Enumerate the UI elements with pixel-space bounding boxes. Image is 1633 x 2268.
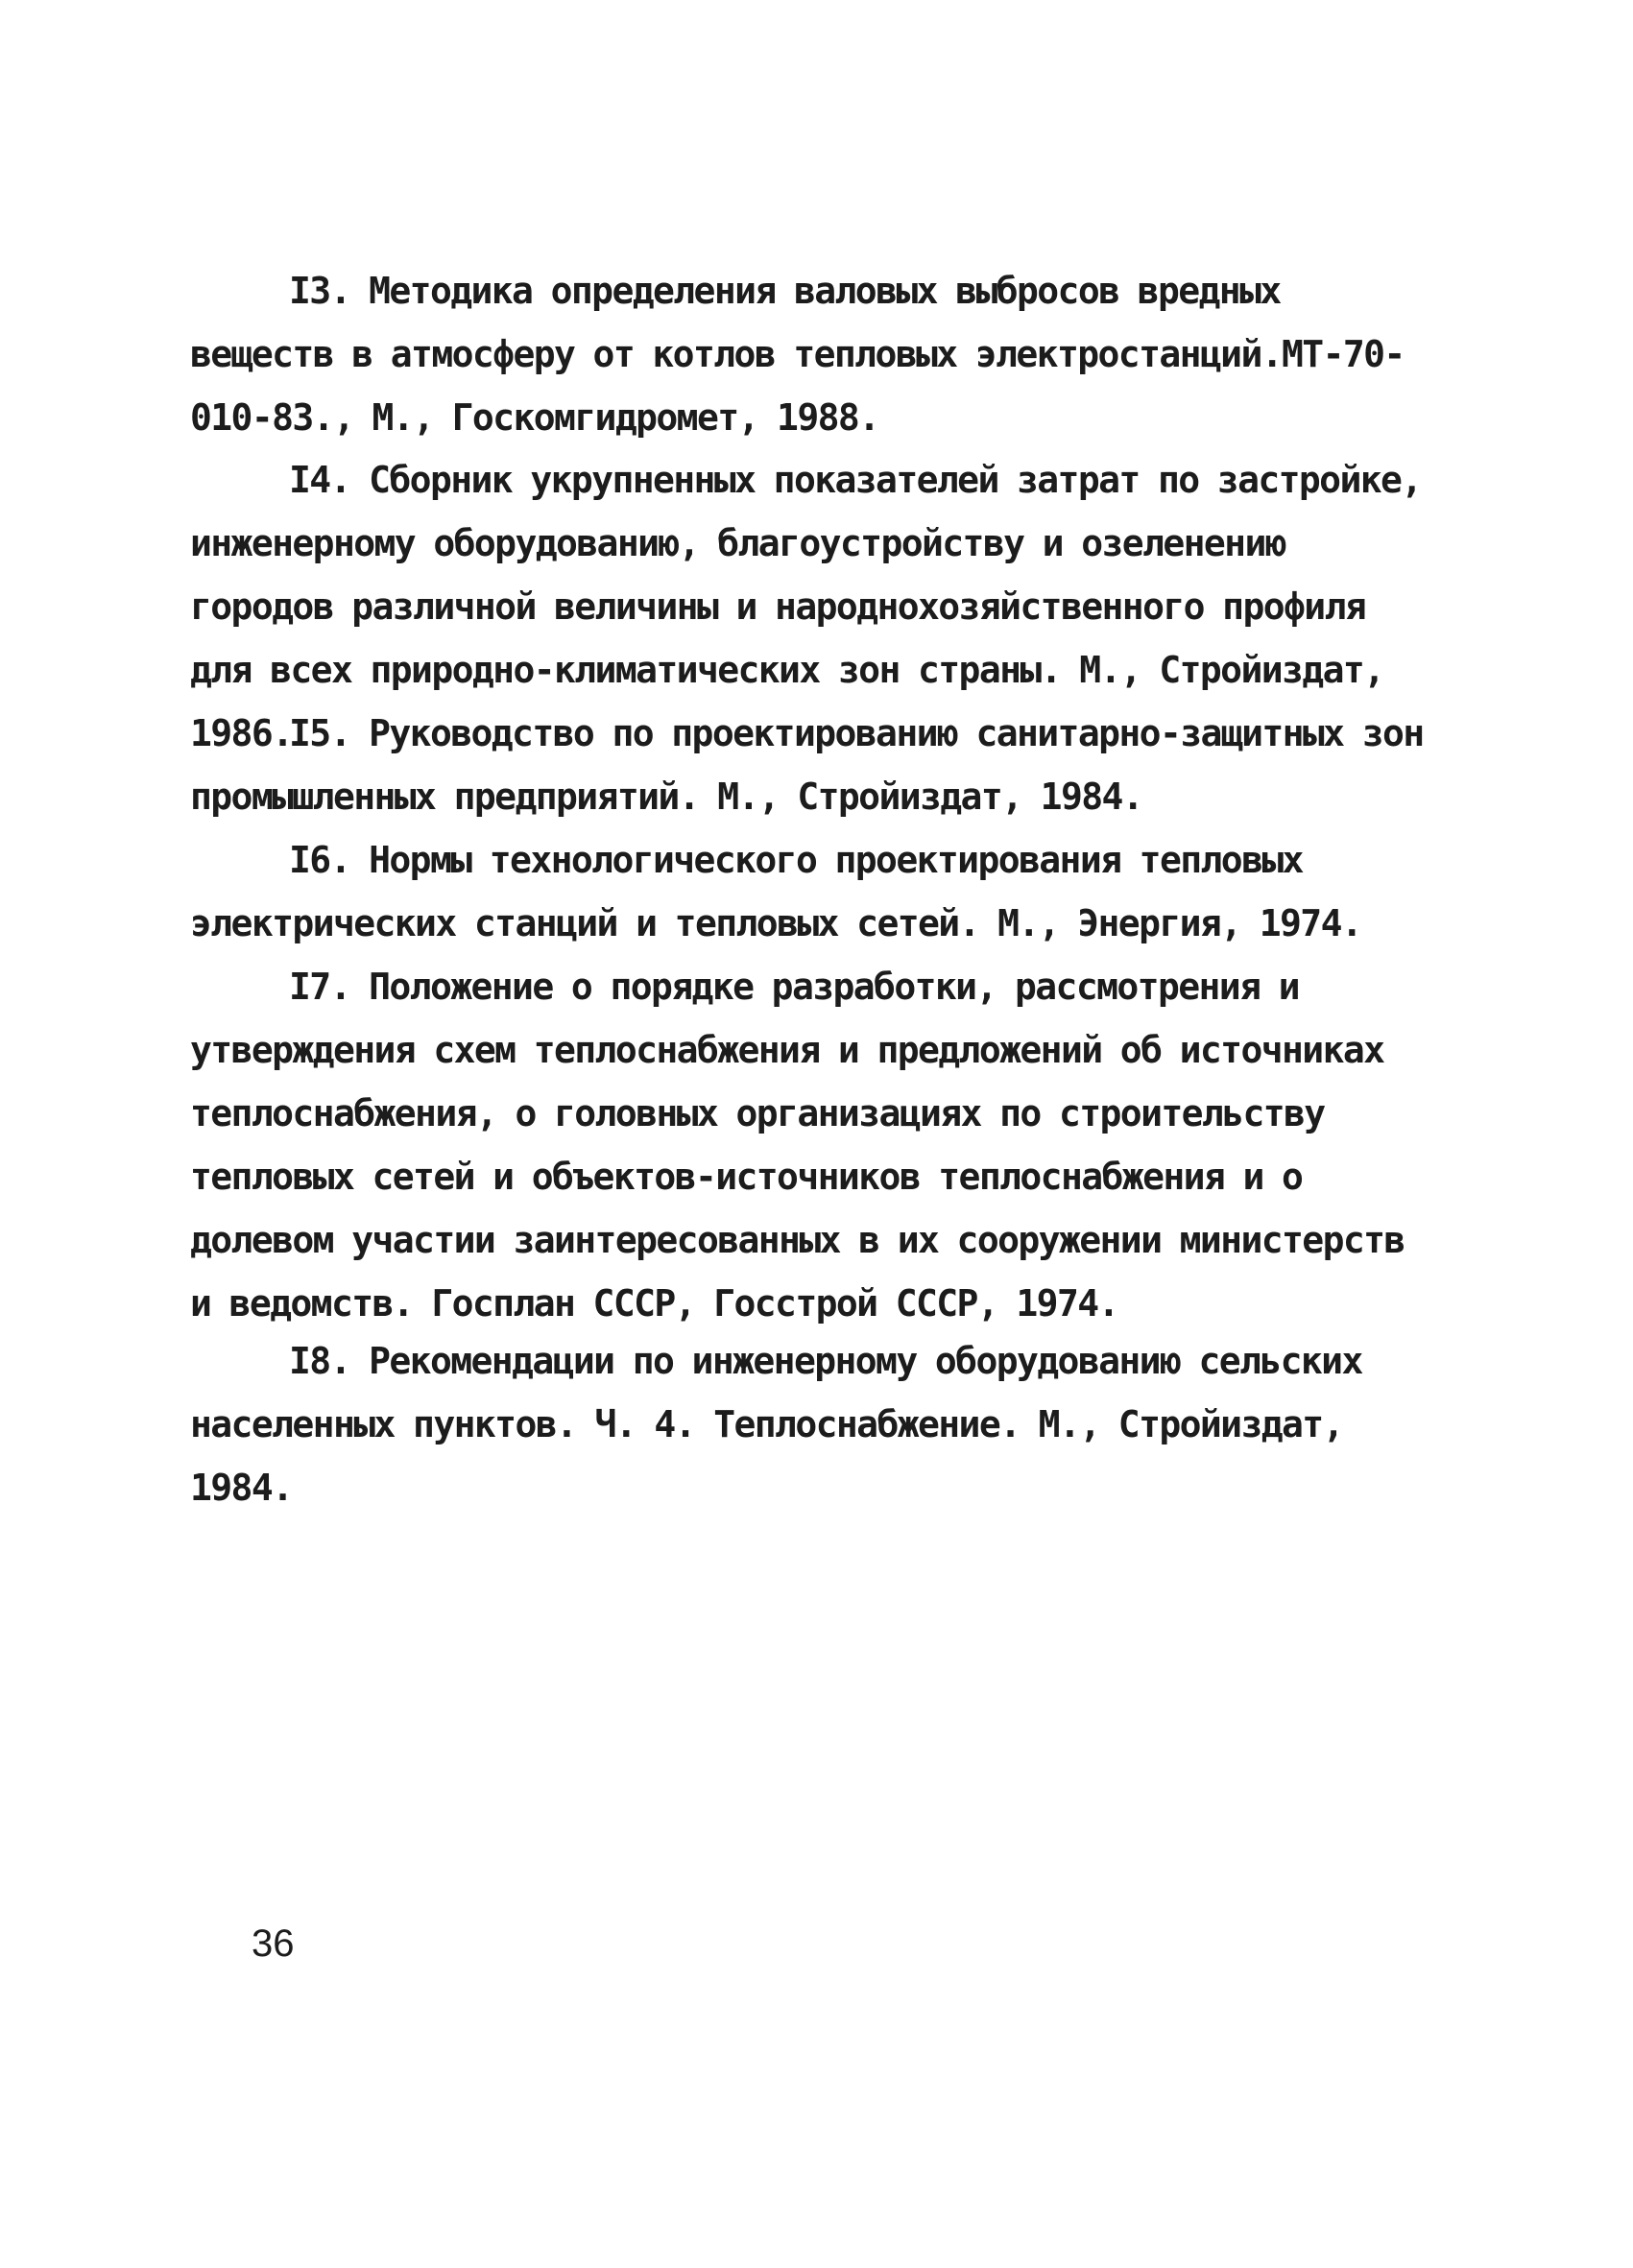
reference-16: I6. Нормы технологического проектирования тепловых электрических станций и тепловых сетей. М., Энергия, 1974. — [190, 839, 1362, 944]
reference-13: I3. Методика определения валовых выбросов вредных веществ в атмосферу от котлов тепловых электростанций.МТ-70-010-83., М., Госкомгидромет, 1988. — [190, 270, 1405, 439]
reference-15: I5. Руководство по проектированию санитарно-защитных зон промышленных предприятий. М., Стройиздат, 1984. — [190, 712, 1424, 818]
reference-18: I8. Рекомендации по инженерному оборудованию сельских населенных пунктов. Ч. 4. Теплоснабжение. М., Стройиздат, 1984. — [190, 1340, 1362, 1509]
reference-17: I7. Положение о порядке разработки, рассмотрения и утверждения схем теплоснабжения и предложений об источниках теплоснабжения, о головных организациях по строительству тепловых сетей и объектов-источников теплоснабжения и о долевом участии заинтересованных в их сооружении министерств и ведомств. Госплан СССР, Госстрой СССР, 1974. — [190, 966, 1405, 1325]
page-number: 36 — [252, 1922, 295, 1965]
reference-14: I4. Сборник укрупненных показателей затрат по застройке, инженерному оборудованию, благоустройству и озеленению городов различной величины и народнохозяйственного профиля для всех природно-климатических зон страны. М., Стройиздат, 1986. — [190, 459, 1422, 754]
